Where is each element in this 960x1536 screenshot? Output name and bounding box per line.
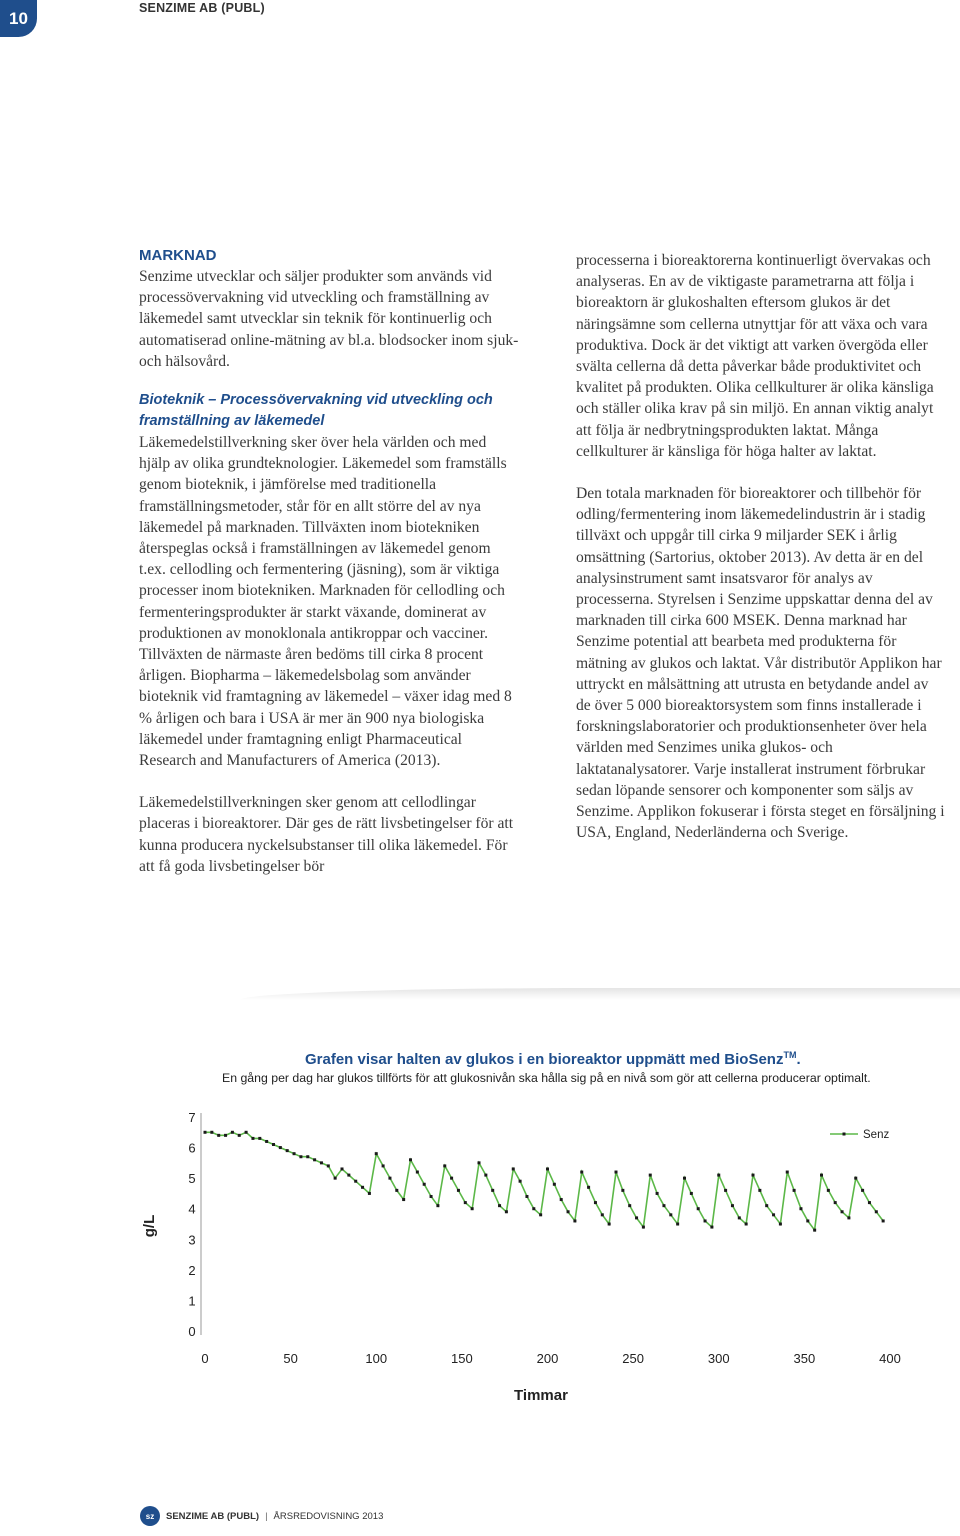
x-tick-label: 200 bbox=[536, 1351, 559, 1366]
section-heading-marknad: MARKNAD bbox=[139, 247, 217, 264]
data-point bbox=[546, 1167, 549, 1170]
data-point bbox=[752, 1174, 755, 1177]
x-tick-label: 0 bbox=[201, 1351, 209, 1366]
data-point bbox=[779, 1223, 782, 1226]
data-point bbox=[341, 1167, 344, 1170]
footer bbox=[140, 1505, 383, 1527]
y-tick-label: 4 bbox=[188, 1201, 196, 1217]
x-tick-label: 350 bbox=[793, 1351, 816, 1366]
data-point bbox=[621, 1189, 624, 1192]
data-point bbox=[861, 1189, 864, 1192]
data-point bbox=[388, 1177, 391, 1180]
body-paragraph-4: Den totala marknaden för bioreaktorer och tillbehör för odling/fermentering inom läkemedelindustrin är i stadig tillväxt och uppgår till cirka 9 miljarder SEK i årlig omsättning (Sartorius, oktober 2013). Av detta är en del analysinstrument samt insatsvaror för analys av processerna. Styrelsen i Senzime uppskattar denna del av marknaden till cirka 600 MSEK. Denna marknad har Senzime potential att bearbeta med produkterna för mätning av glukos och laktat. Vår distributör Applikon har uttryckt en målsättning att utrusta en betydande andel av de över 5 000 bioreaktorsystem som finns installerade i forskningslaboratorier och produktionsenheter över hela världen med Senzimes unika glukos- och laktatanalysatorer. Varje installerat instrument förbrukar sedan löpande sensorer och komponenter som säljs av Senzime. Applikon fokuserar i första steget en försäljning i USA, England, Nederländerna och Sverige. bbox=[576, 485, 945, 842]
data-point bbox=[724, 1189, 727, 1192]
data-point bbox=[758, 1189, 761, 1192]
data-point bbox=[683, 1177, 686, 1180]
data-point bbox=[601, 1213, 604, 1216]
data-point bbox=[436, 1204, 439, 1207]
data-point bbox=[299, 1155, 302, 1158]
body-paragraph-3: processerna i bioreaktorerna kontinuerligt övervakas och analyseras. En av de viktigaste parametrarna att följa i bioreaktorn är glukoshalten eftersom glukos är det näringsämne som cellerna utnyttjar för att växa och vara produktiva. Dock är det viktigt att varken övergöda eller svälta cellerna då detta påverkar både produktivitet och kvalitet på produkten. Olika cellkulturer är olika känsliga och ställer olika krav på sin miljö. En annan viktig analyt att följa är nedbrytningsprodukten laktat. Många cellkulturer är känsliga för höga halter av laktat. bbox=[576, 252, 934, 460]
data-point bbox=[642, 1226, 645, 1229]
data-point bbox=[806, 1219, 809, 1222]
data-point bbox=[560, 1198, 563, 1201]
data-point bbox=[272, 1143, 275, 1146]
data-point bbox=[765, 1204, 768, 1207]
data-point bbox=[745, 1223, 748, 1226]
data-point bbox=[238, 1134, 241, 1137]
x-tick-label: 150 bbox=[451, 1351, 473, 1366]
data-point bbox=[409, 1158, 412, 1161]
data-point bbox=[457, 1189, 460, 1192]
data-point bbox=[827, 1189, 830, 1192]
data-point bbox=[820, 1174, 823, 1177]
data-point bbox=[334, 1177, 337, 1180]
x-tick-label: 50 bbox=[283, 1351, 298, 1366]
data-point bbox=[567, 1210, 570, 1213]
data-point bbox=[580, 1171, 583, 1174]
data-point bbox=[628, 1204, 631, 1207]
data-point bbox=[512, 1167, 515, 1170]
y-tick-label: 2 bbox=[188, 1262, 196, 1278]
y-tick-label: 7 bbox=[188, 1110, 196, 1125]
x-tick-label: 400 bbox=[879, 1351, 901, 1366]
data-point bbox=[204, 1131, 207, 1134]
data-point bbox=[224, 1134, 227, 1137]
data-point bbox=[553, 1183, 556, 1186]
data-point bbox=[875, 1210, 878, 1213]
data-point bbox=[464, 1201, 467, 1204]
data-point bbox=[539, 1213, 542, 1216]
x-tick-label: 100 bbox=[365, 1351, 388, 1366]
data-point bbox=[662, 1204, 665, 1207]
company-logo-icon: sz bbox=[140, 1506, 160, 1526]
data-point bbox=[210, 1131, 213, 1134]
data-point bbox=[772, 1213, 775, 1216]
data-point bbox=[608, 1223, 611, 1226]
y-tick-label: 1 bbox=[188, 1293, 196, 1309]
data-point bbox=[347, 1174, 350, 1177]
y-axis-label: g/L bbox=[141, 1214, 158, 1238]
data-point bbox=[375, 1152, 378, 1155]
data-point bbox=[306, 1155, 309, 1158]
data-point bbox=[847, 1216, 850, 1219]
page-number-badge: 10 bbox=[0, 0, 37, 37]
data-point bbox=[498, 1204, 501, 1207]
data-point bbox=[690, 1192, 693, 1195]
body-paragraph-1: Läkemedelstillverkning sker över hela världen och med hjälp av olika grundteknologier. Läkemedel som framställs genom bioteknik, i jämförelse med traditionella framställningsmetoder, står för en allt större del av nya läkemedel på marknaden. Tillväxten inom biotekniken återspeglas också i framställningen av läkemedel genom t.ex. cellodling och fermentering (jäsning), som är viktiga processer inom biotekniken. Marknaden för cellodling och fermenteringsprodukter är starkt växande, dominerat av produktionen av monoklonala antikroppar och vacciner. Tillväxten de närmaste åren bedöms till cirka 8 procent årligen. Biopharma – läkemedelsbolag som använder bioteknik vid framtagning av läkemedel – växer idag med 8 % årligen och bara i USA är mer än 900 nya biologiska läkemedel under framtagning enligt Pharmaceutical Research and Manufacturers of America (2013). bbox=[139, 434, 512, 770]
data-point bbox=[587, 1186, 590, 1189]
footer-document: ÅRSREDOVISNING 2013 bbox=[273, 1510, 384, 1522]
data-point bbox=[525, 1195, 528, 1198]
data-point bbox=[251, 1137, 254, 1140]
x-tick-label: 300 bbox=[707, 1351, 730, 1366]
data-point bbox=[854, 1177, 857, 1180]
data-point bbox=[532, 1207, 535, 1210]
data-point bbox=[395, 1189, 398, 1192]
footer-separator: | bbox=[265, 1510, 268, 1522]
data-point bbox=[793, 1189, 796, 1192]
data-point bbox=[717, 1174, 720, 1177]
legend-swatch-marker bbox=[843, 1133, 846, 1136]
data-point bbox=[402, 1198, 405, 1201]
data-point bbox=[882, 1219, 885, 1222]
data-point bbox=[738, 1216, 741, 1219]
figure-title: Grafen visar halten av glukos i en bioreaktor uppmätt med BioSenz™. bbox=[305, 1050, 801, 1068]
footer-company: SENZIME AB (PUBL) bbox=[166, 1510, 260, 1522]
data-point bbox=[293, 1152, 296, 1155]
data-point bbox=[615, 1171, 618, 1174]
data-point bbox=[450, 1177, 453, 1180]
data-point bbox=[320, 1161, 323, 1164]
data-point bbox=[799, 1207, 802, 1210]
data-point bbox=[649, 1174, 652, 1177]
data-point bbox=[279, 1146, 282, 1149]
subheading-bioteknik: Bioteknik – Processövervakning vid utveckling och framställning av läkemedel bbox=[139, 392, 493, 430]
data-point bbox=[519, 1180, 522, 1183]
data-point bbox=[423, 1183, 426, 1186]
y-tick-label: 5 bbox=[188, 1171, 196, 1187]
y-tick-label: 6 bbox=[188, 1140, 196, 1156]
data-point bbox=[416, 1171, 419, 1174]
data-point bbox=[361, 1186, 364, 1189]
series-line-senz bbox=[205, 1132, 883, 1230]
data-point bbox=[245, 1131, 248, 1134]
intro-paragraph: Senzime utvecklar och säljer produkter som används vid processövervakning vid utveckling och framställning av läkemedel samt utvecklar sin teknik för kontinuerlig och automatiserad online-mätning av bl.a. blodsocker inom sjuk- och hälsovård. bbox=[139, 268, 519, 370]
data-point bbox=[382, 1164, 385, 1167]
body-paragraph-2: Läkemedelstillverkningen sker genom att cellodlingar placeras i bioreaktorer. Där ges de rätt livsbetingelser för att kunna producera nyckelsubstanser till olika läkemedel. För att få goda livsbetingelser bör bbox=[139, 794, 514, 875]
data-point bbox=[505, 1210, 508, 1213]
data-point bbox=[676, 1223, 679, 1226]
data-point bbox=[656, 1192, 659, 1195]
data-point bbox=[669, 1213, 672, 1216]
running-head: SENZIME AB (PUBL) bbox=[139, 1, 265, 15]
data-point bbox=[286, 1149, 289, 1152]
data-point bbox=[354, 1180, 357, 1183]
data-point bbox=[443, 1164, 446, 1167]
data-point bbox=[813, 1229, 816, 1232]
data-point bbox=[258, 1137, 261, 1140]
y-tick-label: 3 bbox=[188, 1232, 196, 1248]
figure-subtitle: En gång per dag har glukos tillförts för att glukosnivån ska hålla sig på en nivå som gör att cellerna producerar optimalt. bbox=[222, 1071, 871, 1085]
y-tick-label: 0 bbox=[188, 1324, 196, 1339]
data-point bbox=[786, 1171, 789, 1174]
data-point bbox=[478, 1161, 481, 1164]
data-point bbox=[491, 1189, 494, 1192]
data-point bbox=[841, 1210, 844, 1213]
data-point bbox=[231, 1131, 234, 1134]
data-point bbox=[594, 1201, 597, 1204]
data-point bbox=[368, 1192, 371, 1195]
data-point bbox=[217, 1134, 220, 1137]
data-point bbox=[484, 1174, 487, 1177]
data-point bbox=[313, 1158, 316, 1161]
data-point bbox=[704, 1219, 707, 1222]
data-point bbox=[430, 1195, 433, 1198]
x-tick-label: 250 bbox=[622, 1351, 644, 1366]
data-point bbox=[265, 1140, 268, 1143]
data-point bbox=[697, 1207, 700, 1210]
data-point bbox=[710, 1226, 713, 1229]
data-point bbox=[731, 1204, 734, 1207]
data-point bbox=[868, 1201, 871, 1204]
data-point bbox=[471, 1207, 474, 1210]
data-point bbox=[573, 1219, 576, 1222]
data-point bbox=[834, 1201, 837, 1204]
data-point bbox=[327, 1164, 330, 1167]
legend-label: Senz bbox=[863, 1129, 890, 1141]
x-axis-label: Timmar bbox=[514, 1387, 568, 1404]
data-point bbox=[635, 1216, 638, 1219]
